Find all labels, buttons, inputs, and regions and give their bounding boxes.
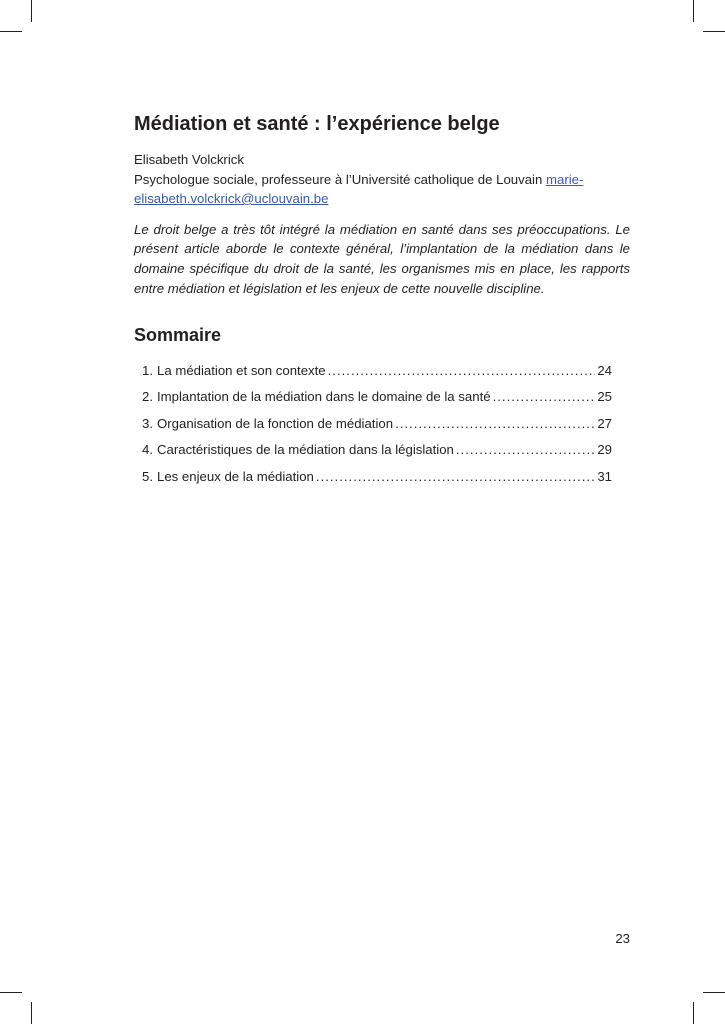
affiliation-text: Psychologue sociale, professeure à l’Université catholique de Louvain	[134, 171, 543, 187]
toc-item	[142, 441, 612, 468]
author-name: Elisabeth Volckrick	[134, 152, 244, 167]
toc-item-page: 29	[597, 442, 612, 458]
toc-heading: Sommaire	[134, 324, 222, 345]
toc-item	[142, 468, 612, 495]
crop-mark	[31, 1002, 32, 1024]
toc-item-label: Implantation de la médiation dans le domaine de la santé	[157, 389, 491, 405]
page-number: 23	[615, 931, 630, 946]
email-part-1: marie-	[546, 171, 584, 187]
toc-item-number: 1.	[142, 362, 153, 378]
crop-mark	[703, 31, 725, 32]
crop-mark	[31, 0, 32, 22]
crop-mark	[693, 0, 694, 22]
toc-item-label: La médiation et son contexte	[157, 362, 326, 378]
toc-item-page: 31	[597, 468, 612, 484]
toc-item-page: 25	[597, 389, 612, 405]
toc-dot-leader	[328, 362, 596, 380]
crop-mark	[703, 992, 725, 993]
crop-mark	[693, 1002, 694, 1024]
toc-dot-leader	[456, 441, 595, 459]
toc-item-label: Caractéristiques de la médiation dans la législation	[157, 442, 454, 458]
article-title: Médiation et santé : l’expérience belge	[134, 113, 500, 135]
toc-dot-leader	[316, 468, 595, 486]
article-content	[134, 110, 630, 494]
toc-item-number: 5.	[142, 468, 153, 484]
toc-item-page: 24	[597, 362, 612, 378]
toc-item-label: Organisation de la fonction de médiation	[157, 415, 394, 431]
toc-item-page: 27	[597, 415, 612, 431]
toc-item-label: Les enjeux de la médiation	[157, 468, 314, 484]
toc-dot-leader	[493, 388, 596, 406]
toc-item	[142, 415, 612, 442]
toc-item	[142, 388, 612, 415]
email-part-2: elisabeth.volckrick@uclouvain.be	[134, 191, 329, 206]
crop-mark	[0, 31, 22, 32]
toc-item-number: 3.	[142, 415, 153, 431]
toc-item-number: 2.	[142, 389, 153, 405]
author-affiliation	[134, 170, 630, 209]
table-of-contents	[134, 362, 630, 495]
toc-dot-leader	[395, 415, 595, 433]
crop-mark	[0, 992, 22, 993]
toc-item	[142, 362, 612, 389]
article-abstract: Le droit belge a très tôt intégré la médiation en santé dans ses préoccupations. Le présent article aborde le contexte général, l’implantation de la médiation dans le domaine spécifique du droit de la santé, les organismes mis en place, les rapports entre médiation et législation et les enjeux de cette nouvelle discipline.	[134, 221, 630, 296]
toc-item-number: 4.	[142, 442, 153, 458]
author-block	[134, 150, 630, 209]
